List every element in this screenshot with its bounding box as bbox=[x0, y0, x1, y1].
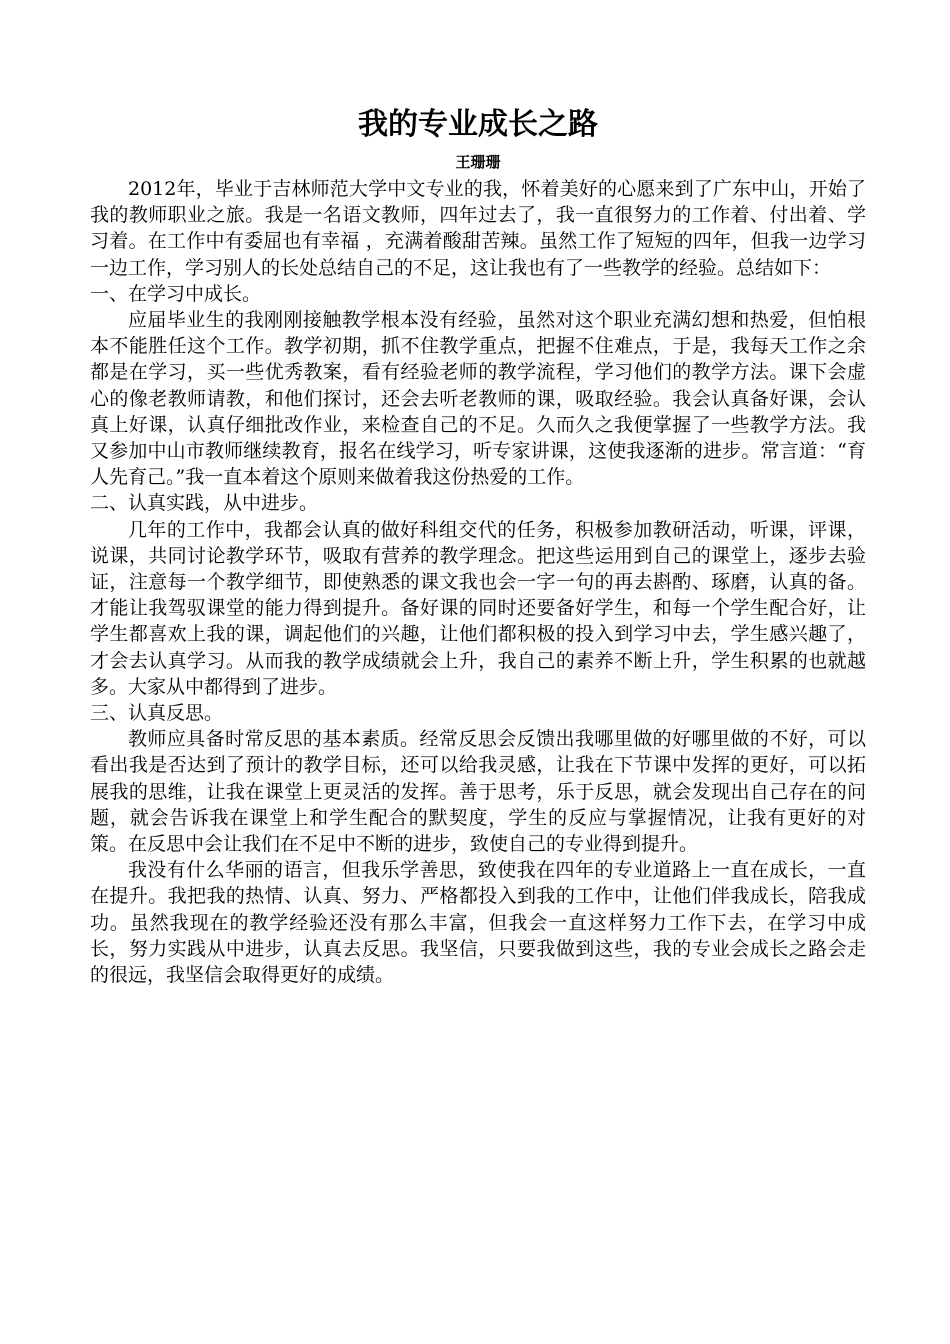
document-title: 我的专业成长之路 bbox=[358, 107, 598, 142]
conclusion-paragraph: 我没有什么华丽的语言，但我乐学善思，致使我在四年的专业道路上一直在成长，一直在提升。我把我的热情、认真、努力、严格都投入到我的工作中，让他们伴我成长，陪我成功。虽然我现在的教学经验还没有那么丰富，但我会一直这样努力工作下去，在学习中成长，努力实践从中进步，认真去反思。我坚信，只要我做到这些，我的专业会成长之路会走的很远，我坚信会取得更好的成绩。 bbox=[90, 859, 866, 987]
section-heading: 一、在学习中成长。 bbox=[90, 282, 262, 305]
document-page bbox=[90, 100, 866, 988]
section-1 bbox=[90, 281, 866, 491]
section-heading: 三、认真反思。 bbox=[90, 702, 224, 725]
section-heading: 二、认真实践，从中进步。 bbox=[90, 492, 319, 515]
section-body: 应届毕业生的我刚刚接触教学根本没有经验，虽然对这个职业充满幻想和热爱，但怕根本不能胜任这个工作。教学初期，抓不住教学重点，把握不住难点，于是，我每天工作之余都是在学习，买一些优秀教案，看有经验老师的教学流程，学习他们的教学方法。课下会虚心的像老教师请教，和他们探讨，还会去听老教师的课，吸取经验。我会认真备好课，会认真上好课，认真仔细批改作业，来检查自己的不足。久而久之我便掌握了一些教学方法。我又参加中山市教师继续教育，报名在线学习，听专家讲课，这使我逐渐的进步。常言道：“育人先育己。”我一直本着这个原则来做着我这份热爱的工作。 bbox=[90, 309, 866, 489]
section-body: 几年的工作中，我都会认真的做好科组交代的任务，积极参加教研活动，听课，评课，说课，共同讨论教学环节，吸取有营养的教学理念。把这些运用到自己的课堂上，逐步去验证，注意每一个教学细节，即使熟悉的课文我也会一字一句的再去斟酌、琢磨，认真的备。才能让我驾驭课堂的能力得到提升。备好课的同时还要备好学生，和每一个学生配合好，让学生都喜欢上我的课，调起他们的兴趣，让他们都积极的投入到学习中去，学生感兴趣了，才会去认真学习。从而我的教学成绩就会上升，我自己的素养不断上升，学生积累的也就越多。大家从中都得到了进步。 bbox=[90, 518, 866, 698]
section-2 bbox=[90, 490, 866, 700]
author-name: 王珊珊 bbox=[455, 153, 501, 171]
intro-paragraph: 2012年，毕业于吉林师范大学中文专业的我，怀着美好的心愿来到了广东中山，开始了我的教师职业之旅。我是一名语文教师，四年过去了，我一直很努力的工作着、付出着、学习着。在工作中有委屈也有幸福 ，充满着酸甜苦辣。虽然工作了短短的四年，但我一边学习一边工作，学习别人的长处总结自己的不足，这让我也有了一些教学的经验。总结如下： bbox=[90, 178, 866, 279]
section-3 bbox=[90, 700, 866, 857]
section-body: 教师应具备时常反思的基本素质。经常反思会反馈出我哪里做的好哪里做的不好，可以看出我是否达到了预计的教学目标，还可以给我灵感，让我在下节课中发挥的更好，可以拓展我的思维，让我在课堂上更灵活的发挥。善于思考，乐于反思，就会发现出自己存在的问题，就会告诉我在课堂上和学生配合的默契度，学生的反应与掌握情况，让我有更好的对策。在反思中会让我们在不足中不断的进步，致使自己的专业得到提升。 bbox=[90, 728, 866, 856]
